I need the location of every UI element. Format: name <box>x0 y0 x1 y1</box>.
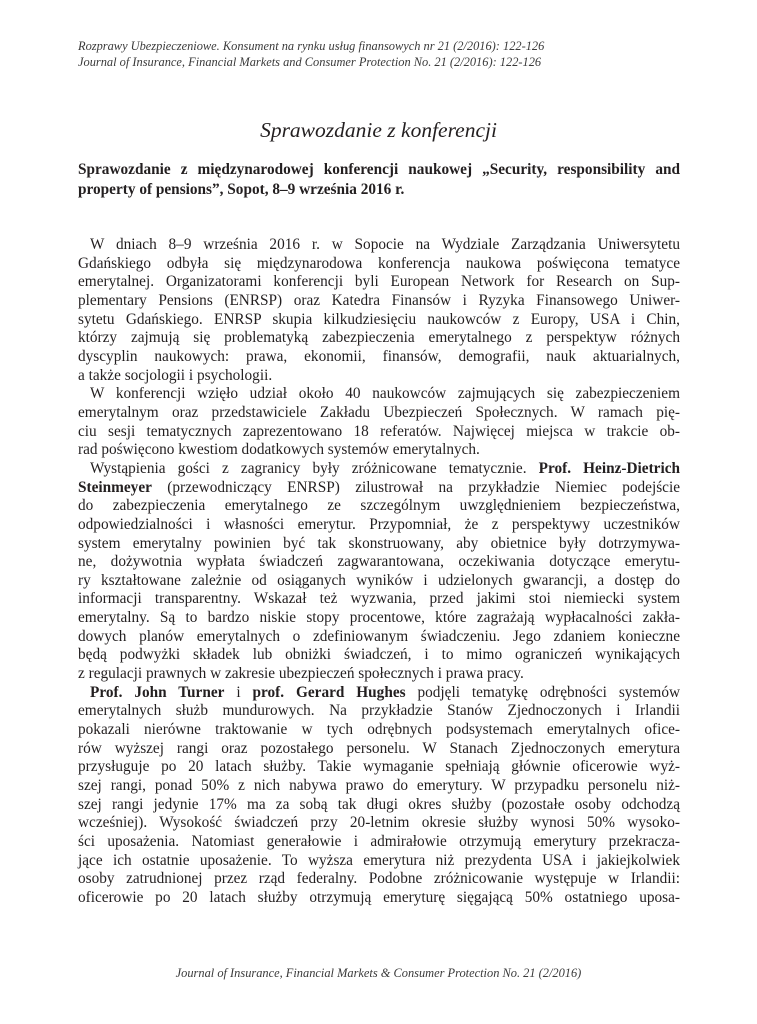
body-line: informacji transparentny. Wskazał też wyzwania, przed jakimi stoi niemiecki system <box>78 590 680 608</box>
body-line: wcześniej). Wysokość świadczeń przy 20-letnim okresie służby wynosi 50% wysoko- <box>78 814 680 832</box>
body-text: (przewodniczący ENRSP) zilustrował na przykładzie Niemiec podejście <box>151 478 680 496</box>
speaker-name: Steinmeyer <box>78 478 152 496</box>
body-line: emerytalnej. Organizatorami konferencji byli European Network for Research on Sup- <box>78 273 680 291</box>
article-title: Sprawozdanie z międzynarodowej konferencji naukowej „Security, responsibility and property of pensions”, Sopot, 8–9 września 2016 r. <box>78 161 680 198</box>
speaker-name: Prof. John Turner <box>90 683 225 701</box>
body-line: W konferencji wzięło udział około 40 naukowców zajmujących się zabezpieczeniem <box>90 385 680 403</box>
body-line <box>78 684 680 703</box>
body-line: osoby zatrudnionej przez rząd federalny. Podobne zróżnicowanie występuje w Irlandii: <box>78 870 680 888</box>
body-text: i <box>224 683 253 701</box>
body-line: emerytalnym oraz przedstawiciele Zakładu Ubezpieczeń Społecznych. W ramach pię- <box>78 403 680 421</box>
body-line: a także socjologii i psychologii. <box>78 366 273 384</box>
body-line: ści uposażenia. Natomiast generałowie i admirałowie otrzymują emerytury przekracza- <box>78 833 680 850</box>
body-line: ne, dożywotnia wypłata świadczeń zagwarantowana, oczekiwania dotyczące emerytu- <box>78 553 680 571</box>
body-line: pokazali nierówne traktowanie w tych odrębnych podsystemach emerytalnych ofice- <box>78 721 680 739</box>
running-footer: Journal of Insurance, Financial Markets & Consumer Protection No. 21 (2/2016) <box>175 966 582 980</box>
body-line: którzy zajmują się problematyką zabezpieczenia emerytalnego z perspektyw różnych <box>78 329 680 347</box>
speaker-name: Prof. Heinz-Dietrich <box>538 459 680 477</box>
body-line: emerytalnych służb mundurowych. Na przykładzie Stanów Zjednoczonych i Irlandii <box>78 702 680 720</box>
speaker-name: prof. Gerard Hughes <box>252 683 406 701</box>
body-line: emerytalny. Są to bardzo niskie stopy procentowe, które zagrażają wypłacalności zakła- <box>78 609 680 627</box>
body-line: przysługuje po 20 latach służby. Takie wymaganie spełniają głównie oficerowie wyż- <box>78 758 680 776</box>
body-line: oficerowie po 20 latach służby otrzymują emeryturę sięgającą 50% ostatniego uposa- <box>78 888 680 906</box>
body-line: szej rangi, ponad 50% z nich nabywa prawo do emerytury. W przypadku personelu niż- <box>78 777 680 795</box>
section-title: Sprawozdanie z konferencji <box>260 118 497 142</box>
header-line-english: Journal of Insurance, Financial Markets and Consumer Protection No. 21 (2/2016): 122-126 <box>78 55 542 69</box>
body-line: system emerytalny powinien być tak skonstruowany, aby obietnice były dotrzymywa- <box>78 534 680 552</box>
running-header <box>78 38 698 70</box>
body-line: plementary Pensions (ENRSP) oraz Katedra Finansów i Ryzyka Finansowego Uniwer- <box>78 291 680 309</box>
body-line: rów wyższej rangi oraz pozostałego personelu. W Stanach Zjednoczonych emerytura <box>78 739 680 757</box>
body-line: W dniach 8–9 września 2016 r. w Sopocie na Wydziale Zarządzania Uniwersytetu <box>90 236 680 253</box>
body-line: jące ich ostatnie uposażenie. To wyższa emerytura niż prezydenta USA i jakiejkolwiek <box>78 851 680 869</box>
body-line: z regulacji prawnych w zakresie ubezpieczeń społecznych i prawa pracy. <box>78 665 524 683</box>
body-line: odpowiedzialności i własności emerytur. Przypomniał, że z perspektywy uczestników <box>78 515 680 533</box>
body-line: Gdańskiego odbyła się międzynarodowa konferencja naukowa poświęcona tematyce <box>78 254 680 272</box>
body-line: ry kształtowane zależnie od osiąganych wyników i udzielonych gwarancji, a dostęp do <box>78 571 680 589</box>
body-text: Wystąpienia gości z zagranicy były zróżnicowane tematycznie. <box>90 459 539 477</box>
body-line: sytetu Gdańskiego. ENRSP skupia kilkudziesięciu naukowców z Europy, USA i Chin, <box>78 310 680 328</box>
body-text: podjęli tematykę odrębności systemów <box>405 683 681 701</box>
article-body <box>78 236 680 908</box>
body-line <box>78 460 680 479</box>
body-line: rad poświęcono kwestiom dodatkowych systemów emerytalnych. <box>78 441 480 459</box>
body-line: dyscyplin naukowych: prawa, ekonomii, finansów, demografii, nauk aktuarialnych, <box>78 347 680 365</box>
body-line <box>78 479 680 498</box>
body-line: będą podwyżki składek lub obniżki świadczeń, i to mimo ograniczeń wynikających <box>78 646 680 664</box>
body-line: szej rangi jedynie 17% ma za sobą tak długi okres służby (pozostałe osoby odchodzą <box>78 795 680 813</box>
body-line: ciu sesji tematycznych zaprezentowano 18 referatów. Najwięcej miejsca w trakcie ob- <box>78 422 680 440</box>
body-line: dowych planów emerytalnych o zdefiniowanym świadczeniu. Jego zdaniem konieczne <box>78 627 680 645</box>
body-line: do zabezpieczenia emerytalnego ze szczególnym uwzględnieniem bezpieczeństwa, <box>78 497 680 515</box>
header-line-polish: Rozprawy Ubezpieczeniowe. Konsument na rynku usług finansowych nr 21 (2/2016): 122-126 <box>78 39 545 53</box>
